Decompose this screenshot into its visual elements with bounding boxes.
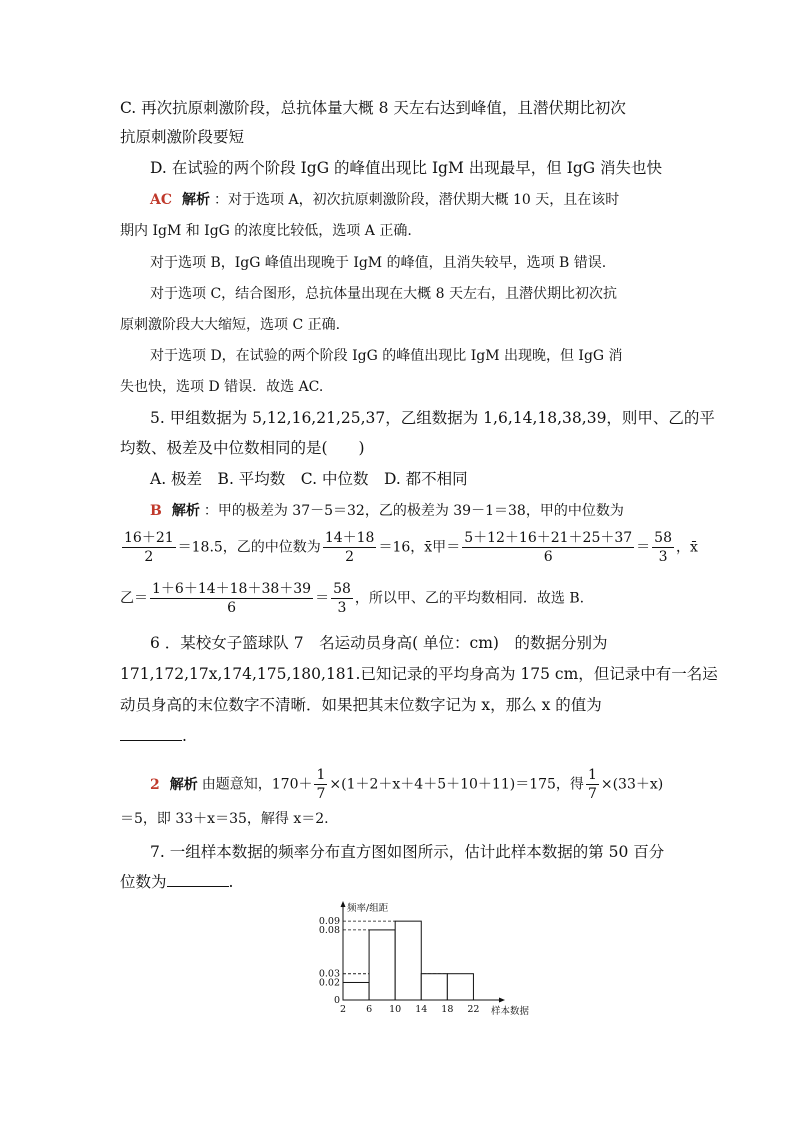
question-6-line3: 动员身高的末位数字不清晰．如果把其末位数字记为 x，那么 x 的值为 — [120, 696, 602, 714]
analysis-label: 解析 — [169, 776, 198, 793]
solution-4-line6: 对于选项 D，在试验的两个阶段 IgG 的峰值出现比 IgM 出现晚，但 IgG 消 — [150, 348, 623, 364]
mean-yi-symbol: x̄ — [690, 539, 698, 556]
question-5-options: A. 极差 B. 平均数 C. 中位数 D. 都不相同 — [150, 470, 468, 488]
option-c-line2: 抗原刺激阶段要短 — [120, 128, 245, 146]
fraction: $\frac{1}{7}$ — [587, 767, 597, 802]
answer-4: AC — [150, 192, 173, 208]
histogram-bar — [421, 974, 447, 1000]
y-tick-label: 0 — [333, 995, 340, 1006]
option-d: D. 在试验的两个阶段 IgG 的峰值出现比 IgM 出现最早，但 IgG 消失也快 — [150, 159, 663, 177]
solution-4-line3: 对于选项 B，IgG 峰值出现晚于 IgM 的峰值，且消失较早，选项 B 错误. — [150, 255, 607, 271]
solution-4-line2: 期内 IgM 和 IgG 的浓度比较低，选项 A 正确. — [120, 223, 412, 239]
x-tick-label: 22 — [467, 1004, 480, 1015]
fraction: $\frac{1}{7}$ — [316, 767, 326, 802]
analysis-label: 解析 — [182, 192, 211, 208]
analysis-label: 解析 — [171, 503, 200, 519]
y-axis-label: 频率/组距 — [347, 903, 389, 914]
solution-4-line1: AC 解析 ：对于选项 A，初次抗原刺激阶段，潜伏期大概 10 天，且在该时 — [150, 192, 620, 208]
question-5-line1: 5. 甲组数据为 5,12,16,21,25,37，乙组数据为 1,6,14,18,38,39，则甲、乙的平 — [150, 409, 715, 427]
question-6-line2: 171,172,17x,174,175,180,181.已知记录的平均身高为 175 cm，但记录中有一名运 — [120, 665, 718, 683]
y-tick-label: 0.02 — [318, 977, 340, 989]
solution-5-line1: B 解析 ：甲的极差为 37－5＝32，乙的极差为 39－1＝38，甲的中位数为 — [150, 503, 624, 519]
histogram-bars — [343, 921, 473, 1000]
y-tick-label: 0.03 — [318, 968, 340, 980]
x-axis-arrow — [499, 998, 505, 1003]
solution-6-line2: ＝5，即 33＋x＝35，解得 x＝2. — [120, 811, 329, 827]
answer-blank — [120, 726, 182, 741]
histogram-bar — [395, 921, 421, 1000]
question-7-line2: 位数为 . — [120, 873, 234, 891]
fraction: $\frac{14+18}{2}$ — [324, 530, 375, 565]
fraction: $\frac{58}{3}$ — [333, 581, 351, 616]
solution-4-line4: 对于选项 C，结合图形，总抗体量出现在大概 8 天左右，且潜伏期比初次抗 — [150, 286, 617, 302]
question-7-line1: 7. 一组样本数据的频率分布直方图如图所示，估计此样本数据的第 50 百分 — [150, 843, 665, 861]
solution-4-line7: 失也快，选项 D 错误．故选 AC. — [120, 379, 324, 395]
x-tick-label: 18 — [441, 1004, 454, 1015]
frequency-histogram — [310, 900, 530, 1025]
histogram-bar — [447, 974, 473, 1000]
x-tick-label: 2 — [339, 1004, 347, 1015]
y-tick-label: 0.09 — [318, 916, 340, 928]
question-5-line2: 均数、极差及中位数相同的是( ) — [120, 439, 365, 457]
x-tick-label: 14 — [415, 1004, 428, 1015]
histogram-bar — [369, 930, 395, 1000]
option-c-line1: C. 再次抗原刺激阶段，总抗体量大概 8 天左右达到峰值，且潜伏期比初次 — [120, 99, 626, 117]
solution-6-line1: 2 解析 由题意知，170＋ $\frac{1}{7}$ ×(1＋2＋x＋4＋5＋10＋11)＝175，得 $\frac{1}{7}$ ×(33＋x) — [150, 767, 664, 802]
solution-5-line3: 乙＝ $\frac{1+6+14+18+38+39}{6}$ ＝ $\frac{58}{3}$ ，所以甲、乙的平均数相同．故选 B. — [120, 581, 585, 616]
fraction: $\frac{5+12+16+21+25+37}{6}$ — [464, 530, 633, 565]
fraction: $\frac{58}{3}$ — [654, 530, 672, 565]
y-tick-label: 0.08 — [318, 924, 340, 936]
mean-jia-symbol: x̄甲 — [424, 539, 447, 556]
answer-5: B — [150, 503, 162, 519]
fraction: $\frac{16+21}{2}$ — [124, 530, 174, 565]
question-6-line1: 6 ．某校女子篮球队 7 名运动员身高( 单位：cm) 的数据分别为 — [150, 634, 608, 652]
x-tick-label: 10 — [389, 1004, 402, 1015]
question-6-line4: . — [120, 726, 187, 746]
fraction: $\frac{1+6+14+18+38+39}{6}$ — [152, 581, 312, 616]
x-tick-label: 6 — [366, 1004, 373, 1015]
answer-blank — [167, 872, 229, 887]
answer-6: 2 — [150, 776, 160, 793]
y-axis-arrow — [341, 901, 346, 907]
x-axis-label: 样本数据 — [491, 1006, 530, 1017]
solution-5-line2: $\frac{16+21}{2}$ ＝18.5，乙的中位数为 $\frac{14+18}{2}$ ＝16，x̄甲＝ $\frac{5+12+16+21+25+37}{6}$ ＝ $\frac{58}{3}$ ，x̄ — [124, 530, 698, 565]
solution-4-line5: 原刺激阶段大大缩短，选项 C 正确. — [120, 317, 341, 333]
histogram-bar — [343, 982, 369, 1000]
